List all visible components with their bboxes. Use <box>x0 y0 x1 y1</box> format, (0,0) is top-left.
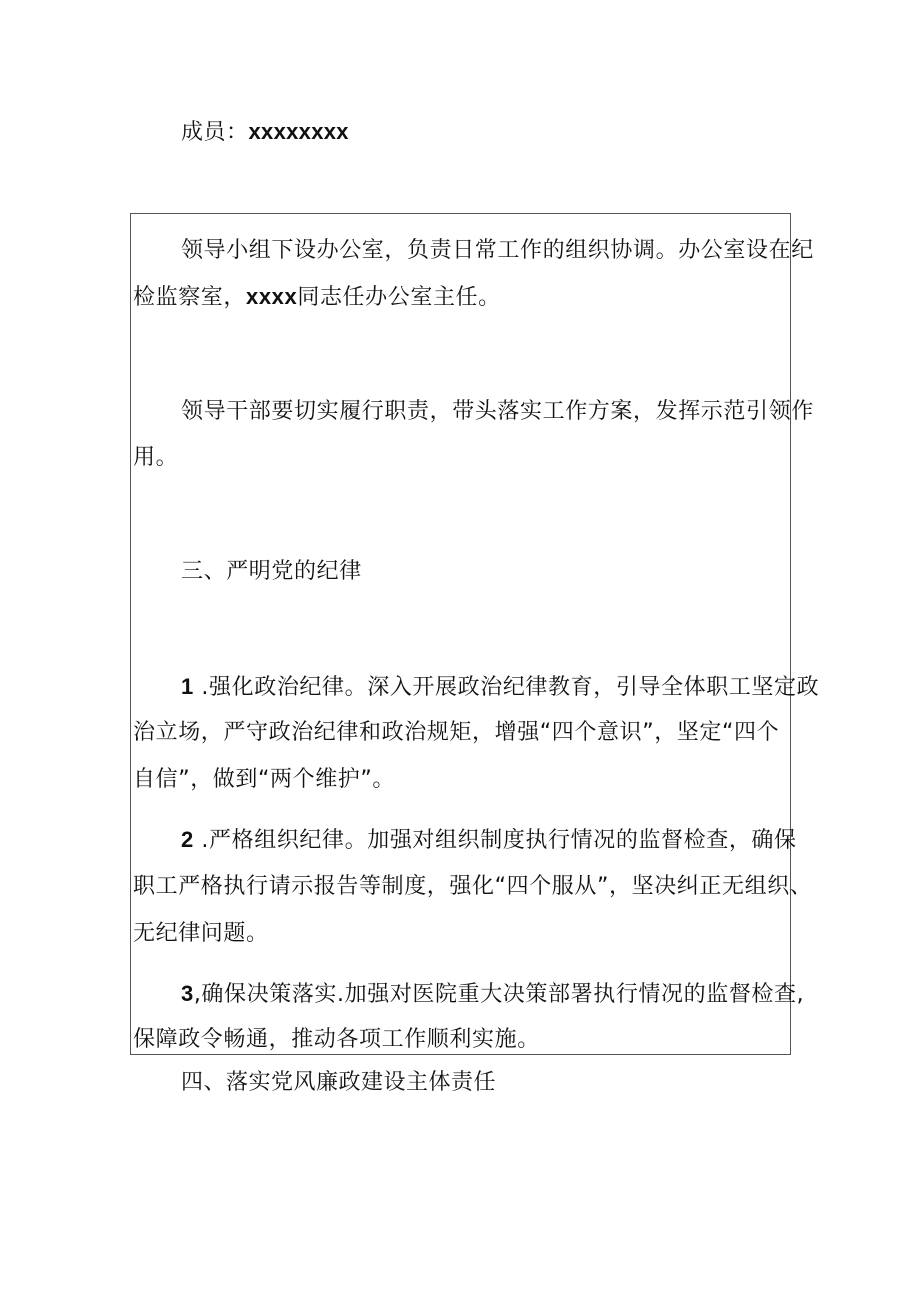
content-box <box>130 213 820 1055</box>
item-3-line-2: 保障政令畅通，推动各项工作顺利实施。 <box>133 1027 540 1052</box>
members-line <box>181 117 349 148</box>
item-2-line-1 <box>181 825 797 856</box>
item-3-line-1 <box>181 979 804 1010</box>
members-value: xxxxxxxx <box>248 119 349 144</box>
item-3-text-1: ,确保决策落实.加强对医院重大决策部署执行情况的监督检查, <box>193 982 805 1007</box>
office-line-2-prefix: 检监察室， <box>133 285 247 310</box>
item-1-text-1: .强化政治纪律。深入开展政治纪律教育，引导全体职工坚定政 <box>193 675 820 700</box>
section-4-title: 四、落实党风廉政建设主体责任 <box>181 1070 497 1095</box>
item-1-line-1 <box>181 672 819 703</box>
item-1-line-2: 治立场，严守政治纪律和政治规矩，增强“四个意识”，坚定“四个 <box>133 720 780 745</box>
item-2-text-1: .严格组织纪律。加强对组织制度执行情况的监督检查，确保 <box>193 828 797 853</box>
office-line-2-suffix: 同志任办公室主任。 <box>297 285 501 310</box>
item-1-number: 1 <box>181 674 194 699</box>
leaders-line-2: 用。 <box>133 445 179 470</box>
item-3-number: 3 <box>181 981 194 1006</box>
office-line-1: 领导小组下设办公室，负责日常工作的组织协调。办公室设在纪 <box>181 238 814 263</box>
item-1-line-3: 自信”，做到“两个维护”。 <box>133 767 395 792</box>
item-2-line-3: 无纪律问题。 <box>133 921 269 946</box>
item-2-line-2: 职工严格执行请示报告等制度，强化“四个服从”，坚决纠正无组织、 <box>133 874 813 899</box>
office-line-2 <box>133 282 501 313</box>
leaders-line-1: 领导干部要切实履行职责，带头落实工作方案，发挥示范引领作 <box>181 399 814 424</box>
section-3-title: 三、严明党的纪律 <box>181 559 362 584</box>
members-label: 成员： <box>181 120 249 145</box>
office-director-name: xxxx <box>246 284 298 309</box>
item-2-number: 2 <box>181 827 194 852</box>
